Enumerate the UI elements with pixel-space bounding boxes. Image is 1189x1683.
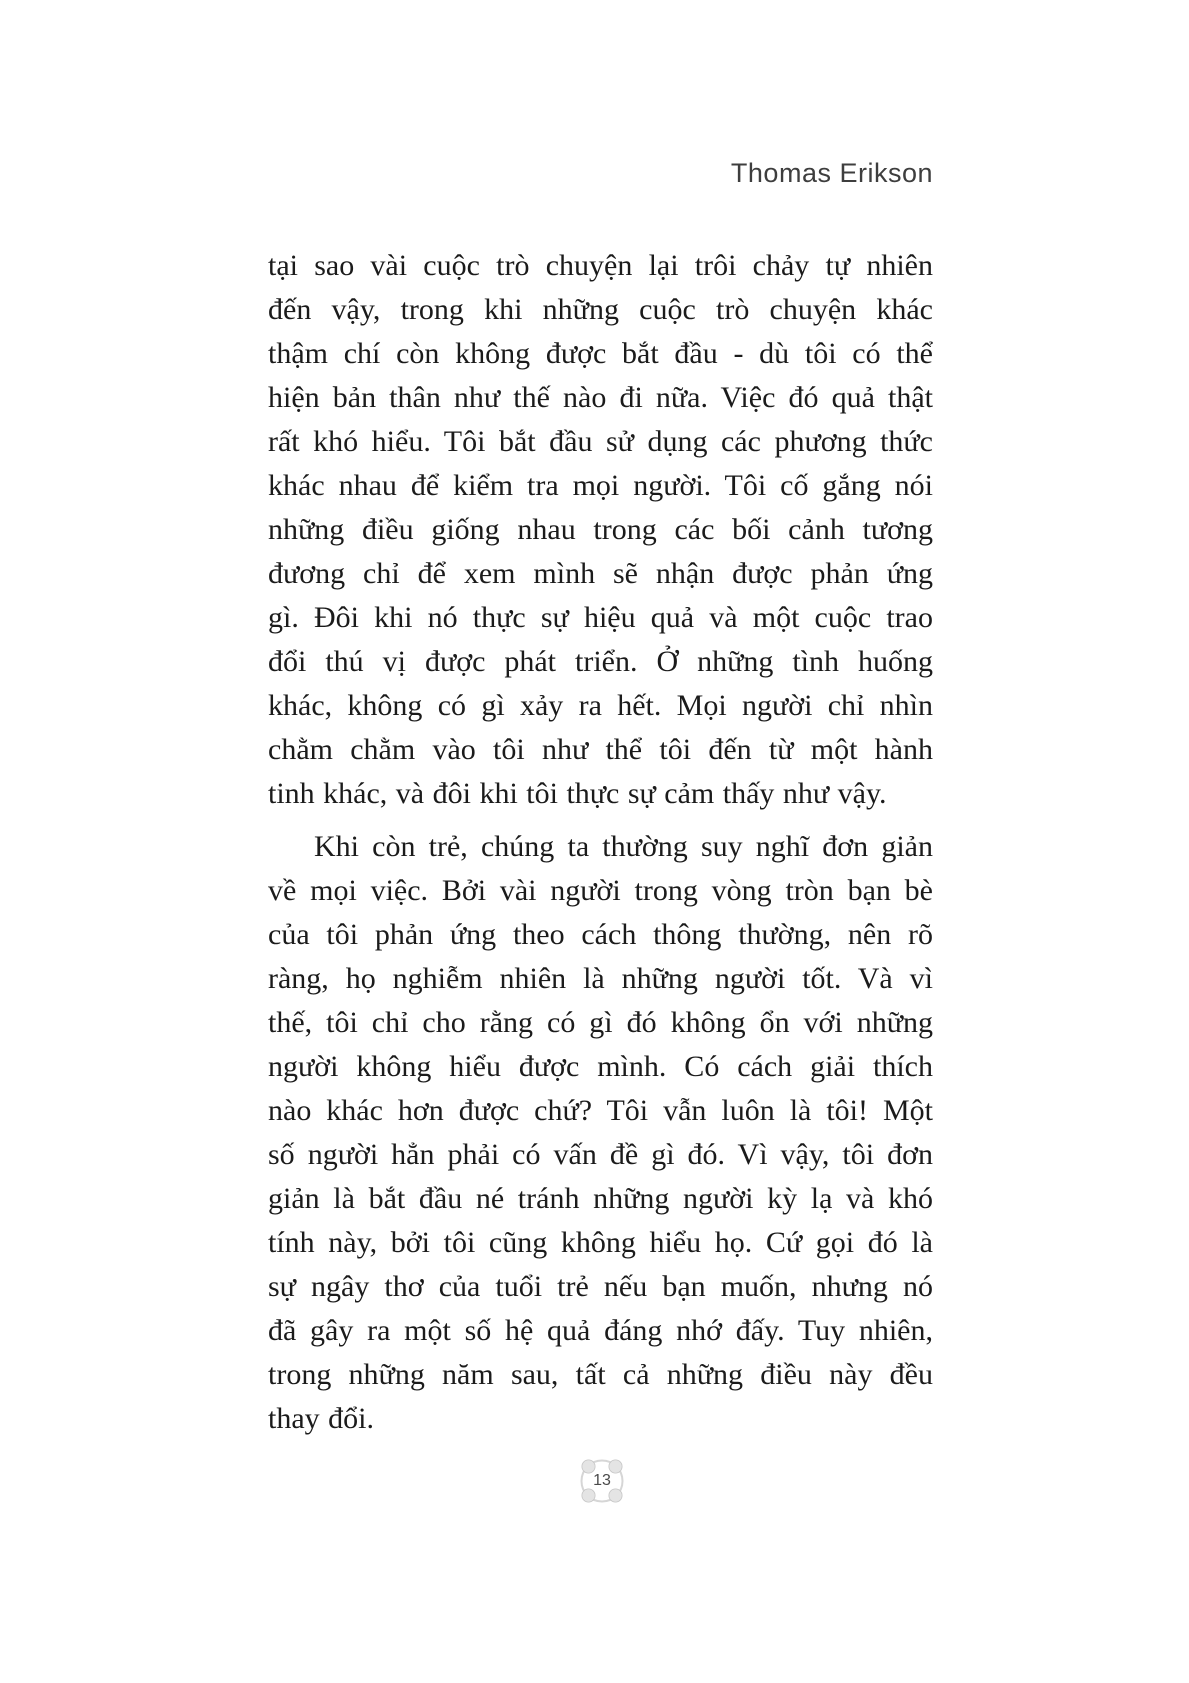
paragraph-1	[268, 244, 933, 816]
text-line: về mọi việc. Bởi vài người trong vòng tròn bạn bè	[268, 874, 933, 907]
text-line: chằm chằm vào tôi như thể tôi đến từ một hành	[268, 733, 933, 766]
page-number: 13	[593, 1472, 611, 1489]
text-line: rất khó hiểu. Tôi bắt đầu sử dụng các phương thức	[268, 425, 933, 458]
text-line: ràng, họ nghiễm nhiên là những người tốt. Và vì	[268, 962, 933, 995]
text-line: Khi còn trẻ, chúng ta thường suy nghĩ đơn giản	[314, 830, 933, 863]
running-header	[268, 158, 933, 188]
paragraph-2	[268, 825, 933, 1441]
text-line: hiện bản thân như thế nào đi nữa. Việc đó quả thật	[268, 381, 933, 414]
text-line: nào khác hơn được chứ? Tôi vẫn luôn là tôi! Một	[268, 1094, 933, 1127]
text-line: tại sao vài cuộc trò chuyện lại trôi chảy tự nhiên	[268, 249, 933, 282]
text-line: đã gây ra một số hệ quả đáng nhớ đấy. Tuy nhiên,	[268, 1314, 933, 1347]
text-line: thậm chí còn không được bắt đầu - dù tôi có thể	[268, 337, 933, 370]
page-number-badge	[579, 1458, 625, 1504]
text-line: tinh khác, và đôi khi tôi thực sự cảm thấy như vậy.	[268, 777, 887, 810]
text-line: đến vậy, trong khi những cuộc trò chuyện khác	[268, 293, 933, 326]
text-line: giản là bắt đầu né tránh những người kỳ lạ và khó	[268, 1182, 933, 1215]
text-line: số người hẳn phải có vấn đề gì đó. Vì vậy, tôi đơn	[268, 1138, 933, 1171]
text-line: những điều giống nhau trong các bối cảnh tương	[268, 513, 933, 546]
text-line: khác nhau để kiểm tra mọi người. Tôi cố gắng nói	[268, 469, 933, 502]
text-line: gì. Đôi khi nó thực sự hiệu quả và một cuộc trao	[268, 601, 933, 634]
text-line: đương chỉ để xem mình sẽ nhận được phản ứng	[268, 557, 933, 590]
text-line: khác, không có gì xảy ra hết. Mọi người chỉ nhìn	[268, 689, 933, 722]
text-line: đổi thú vị được phát triển. Ở những tình huống	[268, 645, 933, 678]
author-name: Thomas Erikson	[730, 158, 933, 188]
text-line: trong những năm sau, tất cả những điều này đều	[268, 1358, 933, 1391]
text-line: thay đổi.	[268, 1402, 374, 1435]
text-line: tính này, bởi tôi cũng không hiểu họ. Cứ gọi đó là	[268, 1226, 933, 1259]
text-line: người không hiểu được mình. Có cách giải thích	[268, 1050, 933, 1083]
page-content	[268, 244, 933, 1441]
text-line: sự ngây thơ của tuổi trẻ nếu bạn muốn, nhưng nó	[268, 1270, 933, 1303]
text-line: thế, tôi chỉ cho rằng có gì đó không ổn với những	[268, 1006, 933, 1039]
text-line: của tôi phản ứng theo cách thông thường, nên rõ	[268, 918, 933, 951]
